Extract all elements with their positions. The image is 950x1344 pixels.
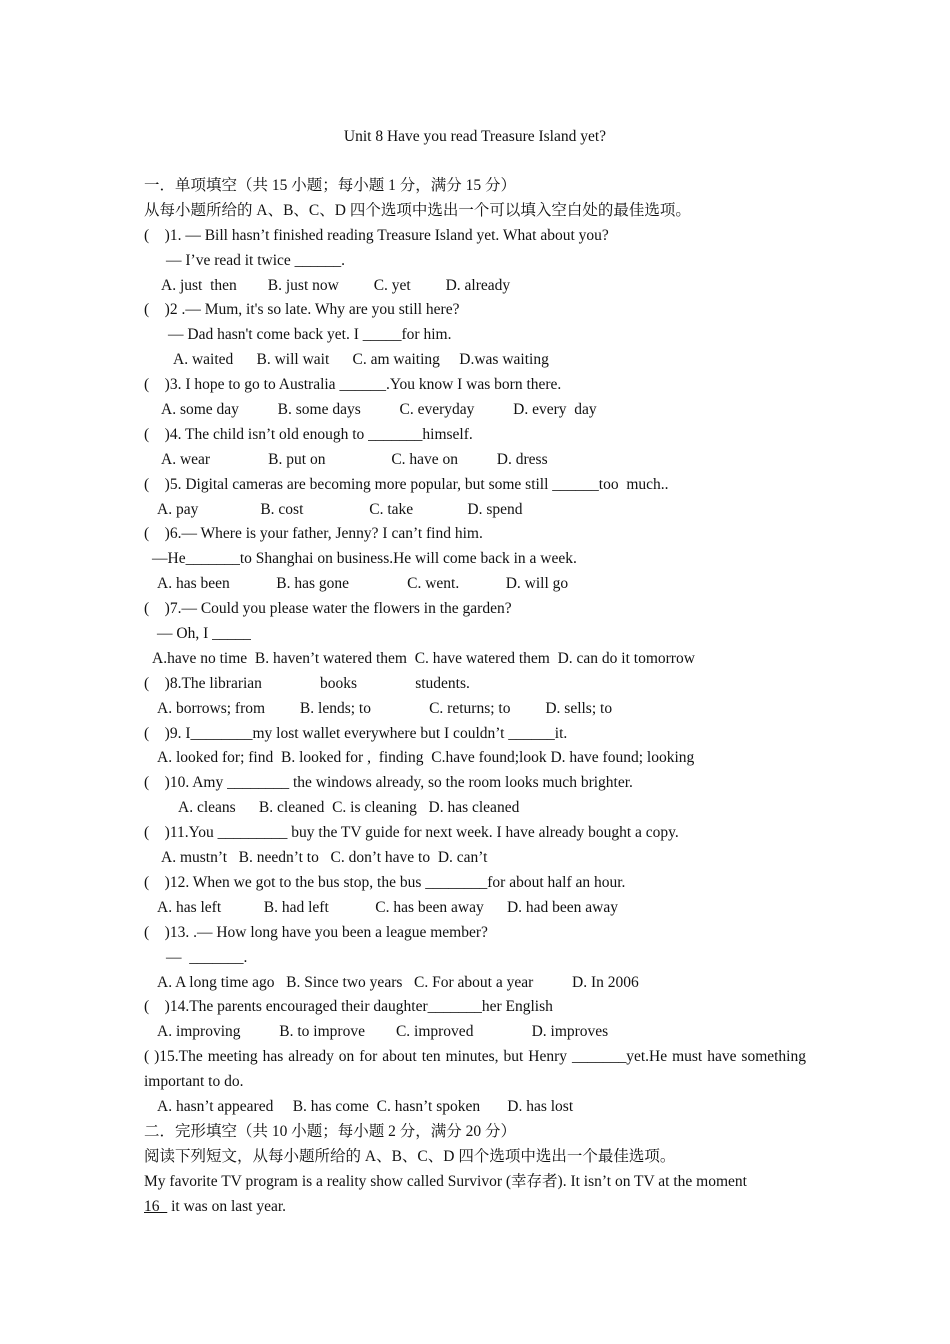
blank-16: 16 bbox=[144, 1197, 168, 1215]
question-7: ( )7.— Could you please water the flowers in the garden? bbox=[144, 600, 512, 618]
question-13-reply: — _______. bbox=[166, 948, 248, 966]
question-2: ( )2 .— Mum, it's so late. Why are you still here? bbox=[144, 301, 460, 319]
question-6: ( )6.— Where is your father, Jenny? I can’t find him. bbox=[144, 525, 483, 543]
question-13: ( )13. .— How long have you been a league member? bbox=[144, 923, 488, 941]
question-5-options: A. pay B. cost C. take D. spend bbox=[157, 500, 523, 518]
question-6-options: A. has been B. has gone C. went. D. will go bbox=[157, 575, 569, 593]
question-1-options: A. just then B. just now C. yet D. already bbox=[161, 276, 511, 294]
question-14-options: A. improving B. to improve C. improved D. improves bbox=[157, 1023, 609, 1041]
question-1: ( )1. — Bill hasn’t finished reading Treasure Island yet. What about you? bbox=[144, 226, 609, 244]
question-12-options: A. has left B. had left C. has been away D. had been away bbox=[157, 898, 619, 916]
question-10: ( )10. Amy ________ the windows already, so the room looks much brighter. bbox=[144, 774, 633, 792]
page-title: Unit 8 Have you read Treasure Island yet? bbox=[343, 128, 607, 145]
document-body bbox=[144, 174, 806, 1219]
question-4-options: A. wear B. put on C. have on D. dress bbox=[161, 450, 548, 468]
question-1-reply: — I’ve read it twice ______. bbox=[166, 251, 346, 269]
question-15: ( )15.The meeting has already on for about ten minutes, but Henry _______yet.He must have something important to do. bbox=[144, 1048, 806, 1091]
question-11: ( )11.You _________ buy the TV guide for next week. I have already bought a copy. bbox=[144, 824, 679, 842]
question-9-options: A. looked for; find B. looked for , finding C.have found;look D. have found; looking bbox=[157, 749, 695, 767]
question-15-options: A. hasn’t appeared B. has come C. hasn’t spoken D. has lost bbox=[157, 1097, 574, 1115]
section-1-heading: 一．单项填空（共 15 小题；每小题 1 分，满分 15 分） bbox=[144, 177, 517, 194]
question-5: ( )5. Digital cameras are becoming more popular, but some still ______too much.. bbox=[144, 475, 669, 493]
question-7-reply: — Oh, I _____ bbox=[157, 625, 251, 643]
question-3: ( )3. I hope to go to Australia ______.You know I was born there. bbox=[144, 376, 562, 394]
passage-line-2-text: it was on last year. bbox=[167, 1197, 287, 1215]
question-10-options: A. cleans B. cleaned C. is cleaning D. has cleaned bbox=[178, 799, 520, 817]
section-2-instruction: 阅读下列短文，从每小题所给的 A、B、C、D 四个选项中选出一个最佳选项。 bbox=[144, 1147, 676, 1165]
passage-line-2 bbox=[144, 1195, 806, 1220]
question-8-options: A. borrows; from B. lends; to C. returns; to D. sells; to bbox=[157, 699, 613, 717]
question-8: ( )8.The librarian books students. bbox=[144, 674, 470, 692]
question-13-options: A. A long time ago B. Since two years C. For about a year D. In 2006 bbox=[157, 973, 639, 991]
question-3-options: A. some day B. some days C. everyday D. every day bbox=[161, 401, 597, 419]
section-2-heading: 二．完形填空（共 10 小题；每小题 2 分，满分 20 分） bbox=[144, 1122, 517, 1140]
question-14: ( )14.The parents encouraged their daughter_______her English bbox=[144, 998, 553, 1016]
question-7-options: A.have no time B. haven’t watered them C. have watered them D. can do it tomorrow bbox=[152, 649, 695, 667]
question-6-reply: —He_______to Shanghai on business.He will come back in a week. bbox=[152, 550, 577, 568]
question-9: ( )9. I________my lost wallet everywhere but I couldn’t ______it. bbox=[144, 724, 568, 742]
question-11-options: A. mustn’t B. needn’t to C. don’t have to D. can’t bbox=[161, 849, 488, 867]
section-1-instruction: 从每小题所给的 A、B、C、D 四个选项中选出一个可以填入空白处的最佳选项。 bbox=[144, 201, 691, 219]
question-2-reply: — Dad hasn't come back yet. I _____for him. bbox=[168, 326, 452, 344]
question-2-options: A. waited B. will wait C. am waiting D.was waiting bbox=[173, 351, 549, 369]
question-4: ( )4. The child isn’t old enough to _______himself. bbox=[144, 425, 473, 443]
passage-line-1: My favorite TV program is a reality show called Survivor (幸存者). It isn’t on TV at the moment bbox=[144, 1172, 747, 1190]
question-12: ( )12. When we got to the bus stop, the bus ________for about half an hour. bbox=[144, 873, 626, 891]
